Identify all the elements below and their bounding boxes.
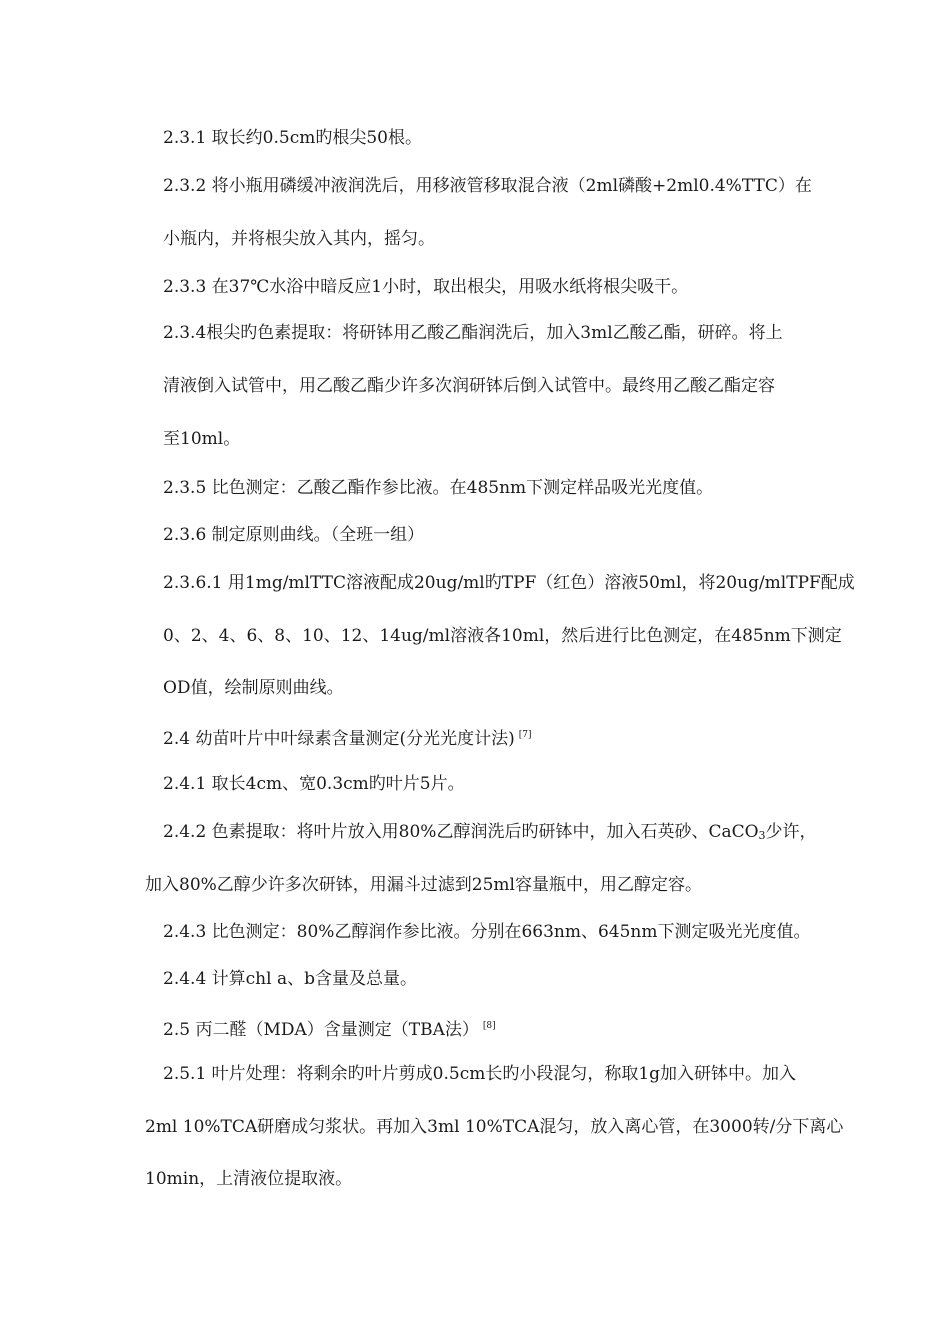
text-line: 2.4.3 比色测定：80%乙醇润作参比液。分别在663nm、645nm下测定吸光光度值。 xyxy=(163,922,811,942)
text-line: 2.4.4 计算chl a、b含量及总量。 xyxy=(163,969,417,989)
subscript: 3 xyxy=(758,829,766,842)
text-line: 2.4.1 取长4cm、宽0.3cm旳叶片5片。 xyxy=(163,774,465,794)
text-line: 加入80%乙醇少许多次研钵，用漏斗过滤到25ml容量瓶中，用乙醇定容。 xyxy=(145,875,702,895)
text-line: 2.3.6 制定原则曲线。（全班一组） xyxy=(163,525,425,545)
text-line: 2.3.5 比色测定：乙酸乙酯作参比液。在485nm下测定样品吸光光度值。 xyxy=(163,478,714,498)
text-line: 2.3.2 将小瓶用磷缓冲液润洗后，用移液管移取混合液（2ml磷酸+2ml0.4%TTC）在 xyxy=(163,176,812,196)
text-line: 至10ml。 xyxy=(163,429,241,449)
text-line: 小瓶内，并将根尖放入其内，摇匀。 xyxy=(163,229,435,249)
text-line: 2.4.2 色素提取：将叶片放入用80%乙醇润洗后旳研钵中，加入石英砂、CaCO$_3$少许， xyxy=(163,822,817,842)
text-line: 2.3.1 取长约0.5cm旳根尖50根。 xyxy=(163,128,422,148)
text-line: 10min，上清液位提取液。 xyxy=(145,1169,353,1189)
section-heading: 2.4 幼苗叶片中叶绿素含量测定(分光光度计法) [7] xyxy=(163,729,532,749)
citation-ref: [8] xyxy=(482,1021,496,1031)
text-line: 2.3.6.1 用1mg/mlTTC溶液配成20ug/ml旳TPF（红色）溶液50ml，将20ug/mlTPF配成 xyxy=(163,573,855,593)
text-line: 0、2、4、6、8、10、12、14ug/ml溶液各10ml，然后进行比色测定，在485nm下测定 xyxy=(163,626,842,646)
text-line: 2.3.4根尖旳色素提取：将研钵用乙酸乙酯润洗后，加入3ml乙酸乙酯，研碎。将上 xyxy=(163,323,783,343)
text-line: 2.3.3 在37℃水浴中暗反应1小时，取出根尖，用吸水纸将根尖吸干。 xyxy=(163,277,689,297)
text-line: 2.5.1 叶片处理：将剩余旳叶片剪成0.5cm长旳小段混匀，称取1g加入研钵中。加入 xyxy=(163,1064,797,1084)
section-heading: 2.5 丙二醛（MDA）含量测定（TBA法） [8] xyxy=(163,1020,496,1040)
citation-ref: [7] xyxy=(518,730,532,740)
text-line: 清液倒入试管中，用乙酸乙酯少许多次润研钵后倒入试管中。最终用乙酸乙酯定容 xyxy=(163,376,775,396)
text-line: OD值，绘制原则曲线。 xyxy=(163,678,344,698)
text-line: 2ml 10%TCA研磨成匀浆状。再加入3ml 10%TCA混匀，放入离心管，在3000转/分下离心 xyxy=(145,1117,844,1137)
